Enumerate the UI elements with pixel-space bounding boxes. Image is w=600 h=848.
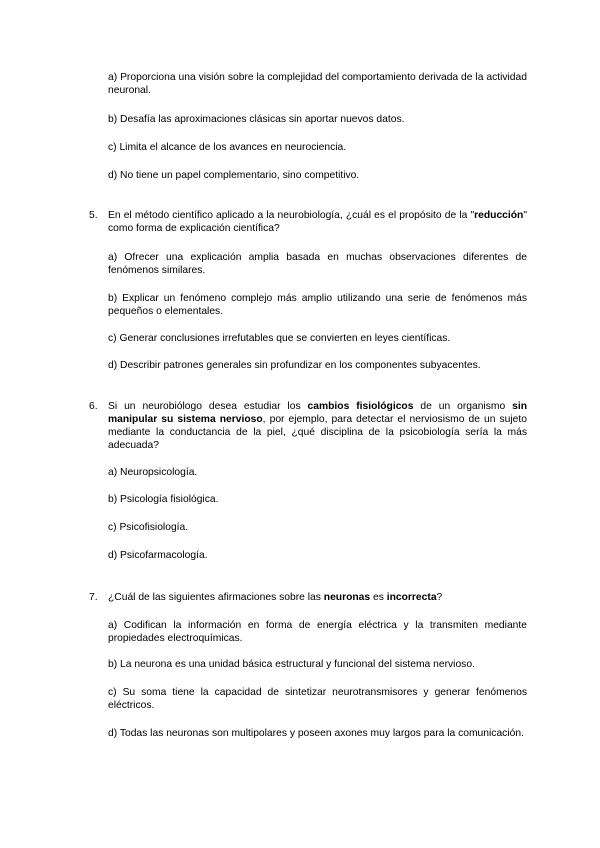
q4-option-c: c) Limita el alcance de los avances en neurociencia. [108, 142, 347, 153]
question-7 [89, 591, 527, 604]
question-7-stem: ¿Cuál de las siguientes afirmaciones sobre las neuronas es incorrecta? [108, 592, 443, 603]
question-6-number: 6. [89, 401, 98, 412]
q7-option-a: a) Codifican la información en forma de energía eléctrica y la transmiten mediante propiedades electroquímicas. [108, 620, 527, 644]
q5-option-d: d) Describir patrones generales sin profundizar en los componentes subyacentes. [108, 360, 481, 371]
q4-option-d: d) No tiene un papel complementario, sino competitivo. [108, 170, 360, 181]
q5-option-a: a) Ofrecer una explicación amplia basada en muchas observaciones diferentes de fenómenos similares. [108, 252, 527, 276]
question-6-stem: Si un neurobiólogo desea estudiar los cambios fisiológicos de un organismo sin manipular su sistema nervioso, por ejemplo, para detectar el nerviosismo de un sujeto mediante la conductancia de la piel, ¿qué disciplina de la psicobiología sería la más adecuada? [108, 401, 527, 451]
q4-option-b: b) Desafía las aproximaciones clásicas sin aportar nuevos datos. [108, 114, 405, 125]
q5-option-c: c) Generar conclusiones irrefutables que se convierten en leyes científicas. [108, 333, 451, 344]
question-5-number: 5. [89, 210, 98, 221]
q6-option-b: b) Psicología fisiológica. [108, 494, 219, 505]
q4-option-a: a) Proporciona una visión sobre la complejidad del comportamiento derivada de la actividad neuronal. [108, 72, 527, 96]
q6-option-c: c) Psicofisiología. [108, 522, 189, 533]
question-5 [89, 209, 527, 235]
q7-option-c: c) Su soma tiene la capacidad de sintetizar neurotransmisores y generar fenómenos eléctricos. [108, 687, 527, 711]
q7-option-d: d) Todas las neuronas son multipolares y poseen axones muy largos para la comunicación. [108, 728, 524, 739]
q6-option-a: a) Neuropsicología. [108, 467, 198, 478]
question-7-number: 7. [89, 592, 98, 603]
q5-option-b: b) Explicar un fenómeno complejo más amplio utilizando una serie de fenómenos más pequeños o elementales. [108, 293, 527, 317]
question-6 [89, 400, 527, 452]
q7-option-b: b) La neurona es una unidad básica estructural y funcional del sistema nervioso. [108, 659, 475, 670]
q6-option-d: d) Psicofarmacología. [108, 550, 208, 561]
question-5-stem: En el método científico aplicado a la neurobiología, ¿cuál es el propósito de la "reducción" como forma de explicación científica? [108, 210, 527, 234]
